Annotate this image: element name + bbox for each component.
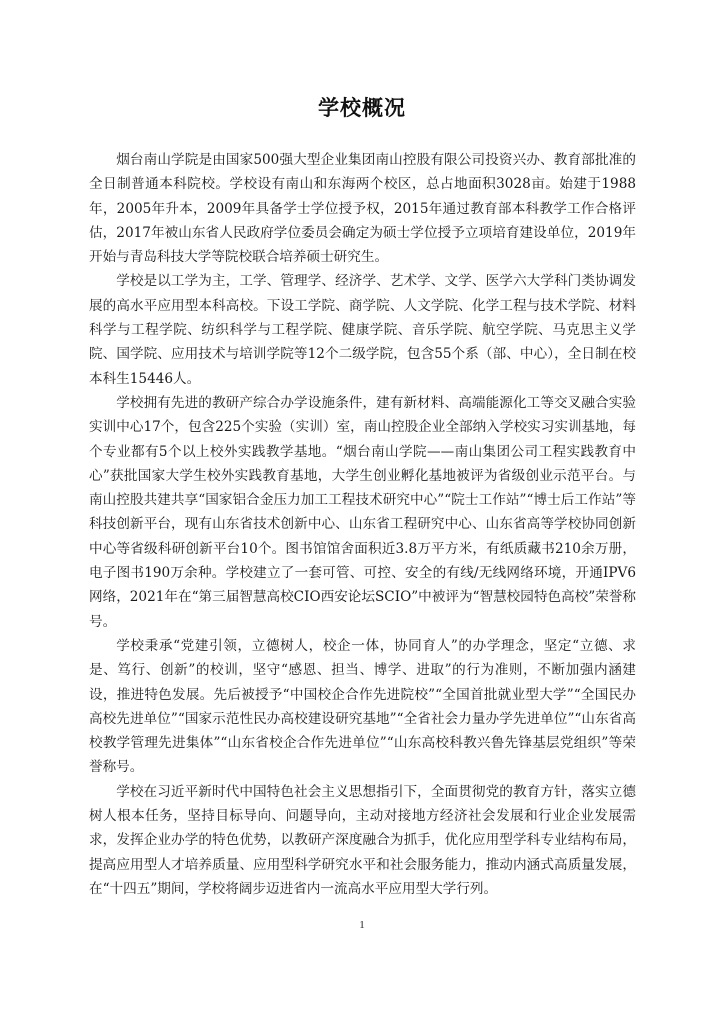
page-number: 1	[359, 919, 365, 931]
paragraph-history: 烟台南山学院是由国家500强大型企业集团南山控股有限公司投资兴办、教育部批准的全日制普通本科院校。学校设有南山和东海两个校区，总占地面积3028亩。始建于1988年，2005年升本，2009年具备学士学位授予权，2015年通过教育部本科教学工作合格评估，2017年被山东省人民政府学位委员会确定为硕士学位授予立项培育建设单位，2019年开始与青岛科技大学等院校联合培养硕士研究生。	[89, 152, 636, 266]
paragraph-outlook: 学校在习近平新时代中国特色社会主义思想指引下，全面贯彻党的教育方针，落实立德树人根本任务，坚持目标导向、问题导向，主动对接地方经济社会发展和行业企业发展需求，发挥企业办学的特色优势，以教研产深度融合为抓手，优化应用型学科专业结构布局，提高应用型人才培养质量、应用型科学研究水平和社会服务能力，推动内涵式高质量发展，在“十四五”期间，学校将阔步迈进省内一流高水平应用型大学行列。	[89, 783, 636, 897]
document-body	[89, 148, 636, 901]
page-title: 学校概况	[318, 96, 406, 120]
paragraph-philosophy: 学校秉承“党建引领，立德树人，校企一体，协同育人”的办学理念，坚定“立德、求是、笃行、创新”的校训，坚守“感恩、担当、博学、进取”的行为准则，不断加强内涵建设，推进特色发展。先后被授予“中国校企合作先进院校”“全国首批就业型大学”“全国民办高校先进单位”“国家示范性民办高校建设研究基地”“全省社会力量办学先进单位”“山东省高校教学管理先进集体”“山东省校企合作先进单位”“山东高校科教兴鲁先锋基层党组织”等荣誉称号。	[89, 637, 636, 776]
paragraph-disciplines: 学校是以工学为主，工学、管理学、经济学、艺术学、文学、医学六大学科门类协调发展的高水平应用型本科高校。下设工学院、商学院、人文学院、化学工程与技术学院、材料科学与工程学院、纺织科学与工程学院、健康学院、音乐学院、航空学院、马克思主义学院、国学院、应用技术与培训学院等12个二级学院，包含55个系（部、中心），全日制在校本科生15446人。	[89, 273, 636, 387]
paragraph-facilities: 学校拥有先进的教研产综合办学设施条件，建有新材料、高端能源化工等交叉融合实验实训中心17个，包含225个实验（实训）室，南山控股企业全部纳入学校实习实训基地，每个专业都有5个以上校外实践教学基地。“烟台南山学院——南山集团公司工程实践教育中心”获批国家大学生校外实践教育基地，大学生创业孵化基地被评为省级创业示范平台。与南山控股共建共享“国家铝合金压力加工工程技术研究中心”“院士工作站”“博士后工作站”等科技创新平台，现有山东省技术创新中心、山东省工程研究中心、山东省高等学校协同创新中心等省级科研创新平台10个。图书馆馆舍面积近3.8万平方米，有纸质藏书210余万册，电子图书190万余种。学校建立了一套可管、可控、安全的有线/无线网络环境，开通IPV6网络，2021年在“第三届智慧高校CIO西安论坛SCIO”中被评为“智慧校园特色高校”荣誉称号。	[89, 394, 636, 630]
